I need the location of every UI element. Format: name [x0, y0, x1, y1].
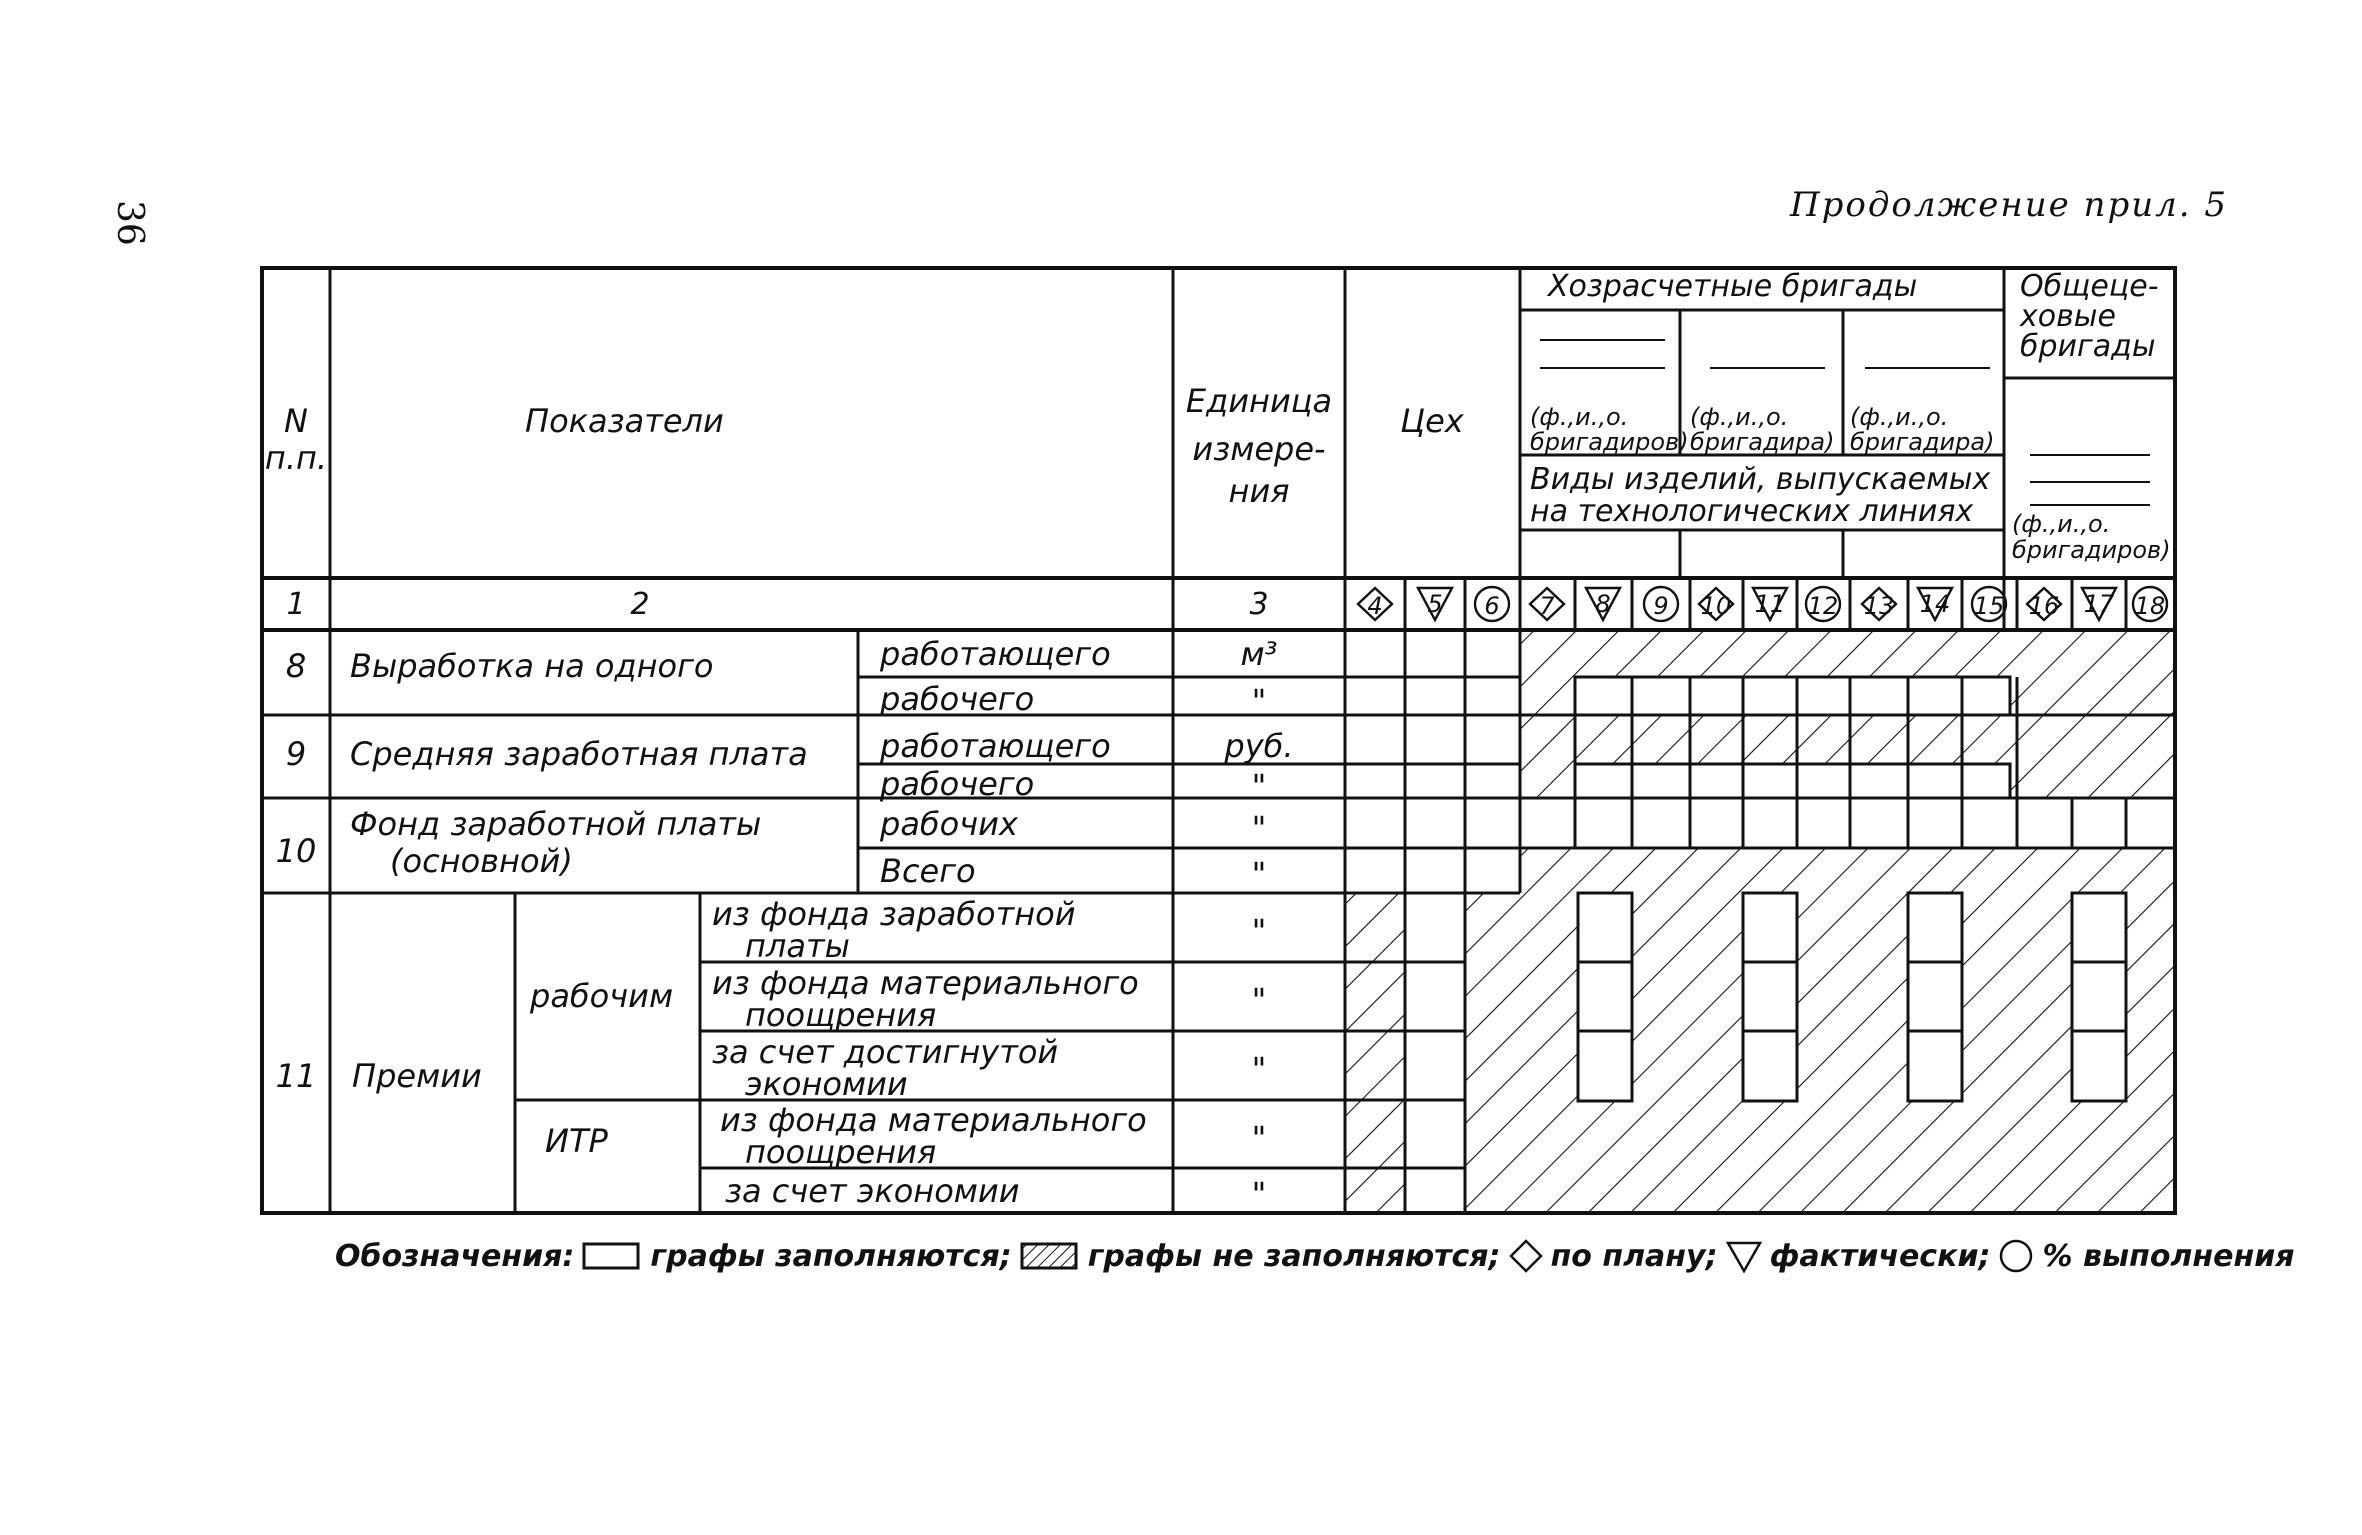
- col-num-16: 16: [2028, 592, 2060, 620]
- header-brigadier-b-2: бригадира): [1690, 428, 1835, 456]
- row11-w2-unit: ": [1251, 981, 1267, 1019]
- row10-num: 10: [275, 832, 317, 870]
- row10-sub2: Всего: [880, 852, 976, 890]
- col-num-10: 10: [1700, 592, 1732, 620]
- col-num-15: 15: [1973, 592, 2005, 620]
- row8-label: Выработка на одного: [350, 647, 714, 685]
- header-unit-2: измере-: [1192, 430, 1326, 468]
- row11-group-itr: ИТР: [545, 1122, 608, 1160]
- row11-i1-unit: ": [1251, 1119, 1267, 1157]
- row11-w1-unit: ": [1251, 912, 1267, 950]
- header-num-2: п.п.: [264, 439, 328, 477]
- col-num-9: 9: [1653, 592, 1669, 620]
- row11-i2: за счет экономии: [725, 1172, 1020, 1210]
- row11-i1a: из фонда материального: [720, 1101, 1147, 1139]
- row11-group-workers: рабочим: [530, 977, 674, 1015]
- plan-diamond-icon: [1509, 1239, 1543, 1273]
- row8-unit2: ": [1251, 682, 1267, 720]
- row9-unit1: руб.: [1224, 727, 1294, 765]
- row11-i1b: поощрения: [745, 1133, 937, 1171]
- header-general-fio-2: бригадиров): [2012, 536, 2171, 564]
- col-num-2: 2: [630, 587, 650, 622]
- row10-label2: (основной): [390, 842, 573, 880]
- row11-w3a: за счет достигнутой: [712, 1033, 1059, 1071]
- header-unit-1: Единица: [1185, 382, 1333, 420]
- row8-unit1: м³: [1240, 635, 1278, 673]
- fill-box-icon: [582, 1239, 642, 1273]
- page-number: 36: [109, 200, 150, 246]
- legend-prefix: Обозначения:: [335, 1238, 575, 1274]
- header-general-1: Общеце-: [2020, 269, 2159, 304]
- row9-sub2: рабочего: [880, 765, 1035, 803]
- legend-percent: % выполнения: [2042, 1238, 2295, 1274]
- col-num-7: 7: [1539, 592, 1555, 620]
- header-self-financing-brigades: Хозрасчетные бригады: [1548, 269, 1918, 304]
- col-num-18: 18: [2134, 592, 2166, 620]
- percent-circle-icon: [1998, 1238, 2034, 1274]
- row8-sub1: работающего: [880, 635, 1111, 673]
- header-brigadier-a-2: бригадиров): [1530, 428, 1689, 456]
- header-brigadier-a-1: (ф.,и.,о.: [1530, 403, 1629, 431]
- col-num-1: 1: [286, 587, 306, 622]
- header-shop: Цех: [1400, 402, 1464, 440]
- row9-sub1: работающего: [880, 727, 1111, 765]
- header-general-3: бригады: [2020, 329, 2156, 364]
- row9-label: Средняя заработная плата: [350, 735, 808, 773]
- header-unit-3: ния: [1228, 472, 1290, 510]
- col-num-13: 13: [1863, 592, 1895, 620]
- header-brigadier-c-1: (ф.,и.,о.: [1850, 403, 1949, 431]
- header-brigadier-c-2: бригадира): [1850, 428, 1995, 456]
- row10-unit1: ": [1251, 809, 1267, 847]
- row11-w1b: платы: [745, 927, 850, 965]
- legend-fact: фактически;: [1769, 1238, 1991, 1274]
- header-indicators: Показатели: [525, 402, 724, 440]
- legend-nofill: графы не заполняются;: [1087, 1238, 1501, 1274]
- header-num-1: N: [284, 402, 308, 440]
- col-num-4: 4: [1367, 592, 1383, 620]
- row11-w2b: поощрения: [745, 996, 937, 1034]
- legend: [335, 1232, 2294, 1280]
- col-num-5: 5: [1427, 590, 1443, 618]
- row9-unit2: ": [1251, 767, 1267, 805]
- col-num-14: 14: [1919, 590, 1951, 618]
- legend-plan: по плану;: [1550, 1238, 1718, 1274]
- col-num-3: 3: [1249, 587, 1269, 622]
- hatched-box-icon: [1020, 1239, 1080, 1273]
- row10-sub1: рабочих: [880, 805, 1018, 843]
- row8-num: 8: [285, 647, 307, 685]
- row11-w3-unit: ": [1251, 1050, 1267, 1088]
- col-num-8: 8: [1595, 590, 1611, 618]
- continuation-title: Продолжение прил. 5: [1790, 185, 2228, 225]
- legend-fill: графы заполняются;: [650, 1238, 1012, 1274]
- fact-triangle-icon: [1726, 1239, 1762, 1273]
- header-general-2: ховые: [2020, 299, 2116, 334]
- col-num-6: 6: [1484, 592, 1500, 620]
- row11-label: Премии: [352, 1057, 482, 1095]
- row11-w1a: из фонда заработной: [712, 895, 1076, 933]
- col-num-17: 17: [2083, 590, 2115, 618]
- row11-w2a: из фонда материального: [712, 964, 1139, 1002]
- row9-num: 9: [285, 735, 307, 773]
- col-num-11: 11: [1754, 590, 1786, 618]
- row11-w3b: экономии: [745, 1065, 908, 1103]
- row11-num: 11: [275, 1057, 317, 1095]
- col-num-12: 12: [1807, 592, 1839, 620]
- header-products-2: на технологических линиях: [1530, 494, 1974, 529]
- row11-i2-unit: ": [1251, 1175, 1267, 1213]
- header-general-fio-1: (ф.,и.,о.: [2012, 510, 2111, 538]
- header-products-1: Виды изделий, выпускаемых: [1530, 462, 1991, 497]
- row8-sub2: рабочего: [880, 680, 1035, 718]
- row10-unit2: ": [1251, 855, 1267, 893]
- row10-label1: Фонд заработной платы: [350, 805, 762, 843]
- header-brigadier-b-1: (ф.,и.,о.: [1690, 403, 1789, 431]
